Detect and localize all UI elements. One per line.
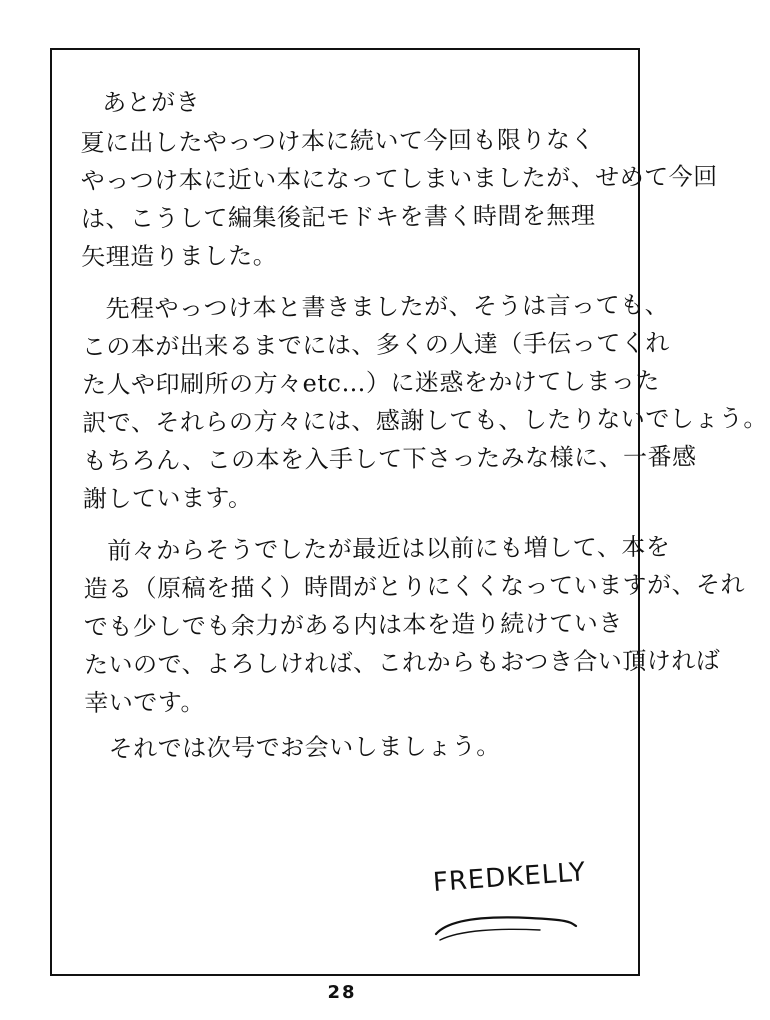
afterword-text (80, 80, 768, 768)
text-line-7: た人や印刷所の方々etc…）に迷惑をかけてしまった (82, 366, 660, 399)
text-line-11: 前々からそうでしたが最近は以前にも増して、本を (107, 532, 671, 565)
text-line-1: 夏に出したやっつけ本に続いて今回も限りなく (80, 125, 595, 157)
text-line-4: 矢理造りました。 (81, 241, 278, 271)
text-line-3: は、こうして編集後記モドキを書く時間を無理 (80, 201, 596, 233)
text-line-15: 幸いです。 (84, 688, 206, 717)
page-number: 28 (327, 982, 357, 1003)
text-line-5: 先程やっつけ本と書きましたが、そうは言っても、 (105, 290, 670, 323)
signature-swoosh-icon (430, 900, 580, 950)
signature: FREDKELLY (432, 857, 588, 898)
text-line-16: それでは次号でお会いしましょう。 (108, 732, 501, 763)
text-line-12: 造る（原稿を描く）時間がとりにくくなっていますが、それ (83, 570, 746, 603)
text-line-14: たいので、よろしければ、これからもおつき合い頂ければ (83, 646, 721, 679)
text-line-9: もちろん、この本を入手して下さったみな様に、一番感 (82, 442, 697, 475)
text-line-6: この本が出来るまでには、多くの人達（手伝ってくれ (81, 328, 670, 361)
text-line-8: 訳で、それらの方々には、感謝しても、したりないでしょう。 (82, 404, 768, 437)
text-line-13: でも少しでも余力がある内は本を造り続けていき (83, 609, 623, 641)
text-line-2: やっつけ本に近い本になってしまいましたが、せめて今回 (80, 162, 718, 195)
text-line-10: 謝しています。 (82, 483, 253, 513)
afterword-title: あとがき (102, 88, 201, 117)
